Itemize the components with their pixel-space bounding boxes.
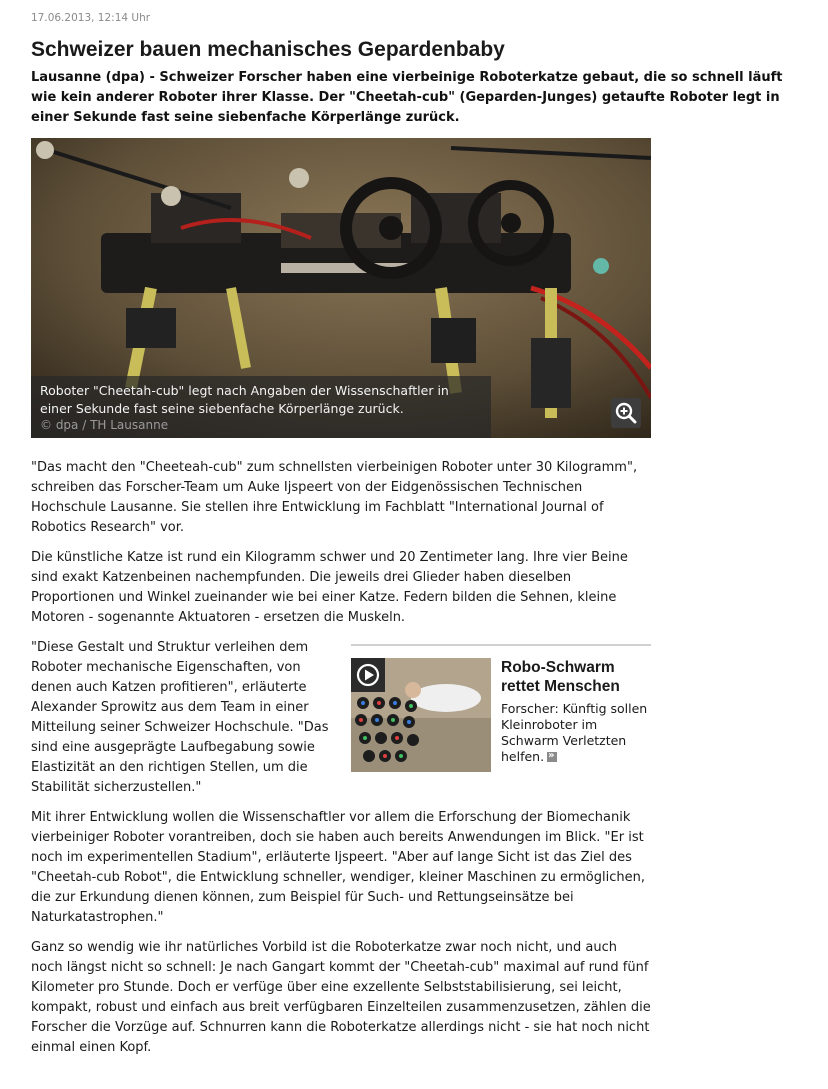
teaser-text bbox=[501, 701, 653, 765]
article-paragraph-1: "Das macht den "Cheeteah-cub" zum schnellsten vierbeinigen Roboter unter 30 Kilogramm", schreiben das Forscher-Team um Auke Ijspeert von der Eidgenössischen Technischen Hochschule Lausanne. Sie stellen ihre Entwicklung im Fachblatt "International Journal of Robotics Research" vor. bbox=[31, 460, 638, 535]
related-teaser[interactable] bbox=[351, 644, 651, 774]
article-headline: Schweizer bauen mechanisches Gepardenbaby bbox=[31, 38, 505, 61]
play-icon[interactable] bbox=[351, 658, 385, 692]
article-paragraph-4: Mit ihrer Entwicklung wollen die Wissenschaftler vor allem die Erforschung der Biomechanik vierbeiniger Roboter vorantreiben, doch sie haben auch bereits Anwendungen im Blick. "Er ist noch im experimentellen Stadium", erläuterte Ijspeert. "Aber auf lange Sicht ist das Ziel des "Cheetah-cub Robot", die Entwicklung schneller, wendiger, kleiner Maschinen zu ermöglichen, die zur Erkundung dienen können, zum Beispiel für Such- und Rettungseinsätze bei Naturkatastrophen." bbox=[31, 810, 645, 925]
article-photo[interactable] bbox=[31, 138, 651, 438]
more-arrow-icon[interactable] bbox=[547, 752, 557, 762]
photo-credit: © dpa / TH Lausanne bbox=[40, 418, 169, 432]
article-lead: Lausanne (dpa) - Schweizer Forscher haben eine vierbeinige Roboterkatze gebaut, die so schnell läuft wie kein anderer Roboter ihrer Klasse. Der "Cheetah-cub" (Geparden-Junges) getaufte Roboter legt in einer Sekunde fast seine siebenfache Körperlänge zurück. bbox=[31, 70, 783, 125]
teaser-video-thumbnail[interactable] bbox=[351, 658, 491, 772]
photo-caption-box bbox=[31, 376, 491, 438]
article-paragraph-5: Ganz so wendig wie ihr natürliches Vorbild ist die Roboterkatze zwar noch nicht, und auch noch längst nicht so schnell: Je nach Gangart kommt der "Cheetah-cub" maximal auf rund fünf Kilometer pro Stunde. Doch er verfüge über eine exzellente Selbststabilisierung, sei leicht, kompakt, robust und einfach aus breit verfügbaren Einzelteilen zusammenzusetzen, zählen die Forscher die Vorzüge auf. Schnurren kann die Roboterkatze allerdings nicht - sie hat noch nicht einmal einen Kopf. bbox=[31, 940, 651, 1055]
article-paragraph-2: Die künstliche Katze ist rund ein Kilogramm schwer und 20 Zentimeter lang. Ihre vier Beine sind exakt Katzenbeinen nachempfunden. Die jeweils drei Glieder haben dieselben Proportionen und Winkel zueinander wie bei einer Katze. Federn bilden die Sehnen, kleine Motoren - sogenannte Aktuatoren - ersetzen die Muskeln. bbox=[31, 550, 628, 625]
teaser-text-content: Forscher: Künftig sollen Kleinroboter im Schwarm Verletzten helfen. bbox=[501, 701, 648, 764]
teaser-title[interactable]: Robo-Schwarm rettet Menschen bbox=[501, 659, 620, 695]
photo-caption: Roboter "Cheetah-cub" legt nach Angaben der Wissenschaftler in einer Sekunde fast seine siebenfache Körperlänge zurück. bbox=[40, 383, 449, 416]
article-timestamp: 17.06.2013, 12:14 Uhr bbox=[31, 12, 151, 24]
article-paragraph-3: "Diese Gestalt und Struktur verleihen dem Roboter mechanische Eigenschaften, von denen auch Katzen profitieren", erläuterte Alexander Sprowitz aus dem Team in einer Mitteilung seiner Schweizer Hochschule. "Das sind eine ausgeprägte Laufbegabung sowie Elastizität an den richtigen Stellen, um die Stabilität sicherzustellen." bbox=[31, 640, 329, 795]
zoom-in-icon[interactable] bbox=[611, 398, 641, 428]
